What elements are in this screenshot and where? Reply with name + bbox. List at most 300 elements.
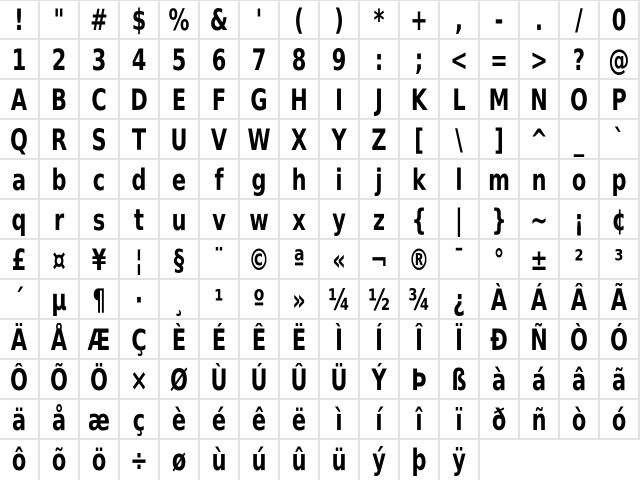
glyph: Ü	[330, 363, 348, 397]
glyph-cell[interactable]	[600, 240, 640, 280]
glyph-cell[interactable]	[360, 0, 400, 40]
glyph-cell[interactable]	[200, 160, 240, 200]
glyph-cell[interactable]	[400, 400, 440, 440]
glyph: Â	[570, 283, 588, 317]
glyph-cell[interactable]	[440, 280, 480, 320]
glyph-cell[interactable]	[560, 240, 600, 280]
glyph: l	[455, 163, 463, 197]
glyph: Ø	[170, 363, 188, 397]
glyph-cell[interactable]	[520, 320, 560, 360]
glyph: 6	[211, 43, 227, 77]
glyph: Á	[530, 283, 548, 317]
glyph: »	[292, 283, 306, 317]
glyph: Ð	[490, 323, 508, 357]
glyph-cell[interactable]	[360, 40, 400, 80]
glyph-cell[interactable]	[480, 160, 520, 200]
glyph-cell[interactable]	[520, 160, 560, 200]
glyph-cell[interactable]	[240, 360, 280, 400]
glyph-cell[interactable]	[480, 320, 520, 360]
glyph-cell[interactable]	[320, 320, 360, 360]
glyph: ¼	[328, 283, 350, 317]
glyph: ý	[372, 443, 386, 477]
glyph: k	[412, 163, 426, 197]
glyph-cell[interactable]	[80, 360, 120, 400]
glyph: ²	[574, 243, 584, 277]
glyph-cell[interactable]	[0, 280, 40, 320]
glyph-cell[interactable]	[480, 200, 520, 240]
glyph: *	[373, 3, 385, 37]
glyph-cell[interactable]	[520, 0, 560, 40]
glyph-cell[interactable]	[80, 440, 120, 480]
glyph-cell[interactable]	[360, 400, 400, 440]
glyph: Ó	[610, 323, 628, 357]
glyph-cell[interactable]	[520, 240, 560, 280]
glyph-cell[interactable]	[40, 200, 80, 240]
glyph: v	[212, 203, 226, 237]
glyph: j	[375, 163, 383, 197]
glyph: ¨	[213, 243, 225, 277]
glyph-cell[interactable]	[440, 120, 480, 160]
glyph: è	[171, 403, 187, 437]
glyph-cell[interactable]	[560, 400, 600, 440]
glyph: Ã	[610, 283, 628, 317]
glyph-cell[interactable]	[240, 80, 280, 120]
glyph: Ñ	[530, 323, 548, 357]
glyph-cell[interactable]	[40, 320, 80, 360]
glyph: K	[410, 83, 428, 117]
glyph: 7	[251, 43, 267, 77]
glyph: \	[455, 123, 463, 157]
glyph: $	[131, 3, 147, 37]
glyph: Ê	[251, 323, 267, 357]
glyph: Í	[375, 323, 383, 357]
glyph-cell[interactable]	[440, 40, 480, 80]
glyph-cell[interactable]	[520, 400, 560, 440]
glyph-cell[interactable]	[200, 280, 240, 320]
glyph: Ì	[335, 323, 343, 357]
glyph-cell[interactable]	[480, 240, 520, 280]
glyph-cell[interactable]	[360, 280, 400, 320]
glyph-cell[interactable]	[320, 400, 360, 440]
glyph: Ä	[10, 323, 28, 357]
glyph-cell[interactable]	[400, 40, 440, 80]
glyph: ³	[614, 243, 624, 277]
glyph: þ	[411, 443, 427, 477]
glyph: b	[51, 163, 67, 197]
glyph: ½	[368, 283, 390, 317]
glyph: w	[249, 203, 269, 237]
glyph: à	[491, 363, 507, 397]
glyph-cell[interactable]	[520, 360, 560, 400]
glyph-cell[interactable]	[440, 400, 480, 440]
glyph: p	[611, 163, 627, 197]
glyph-cell[interactable]	[440, 440, 480, 480]
glyph: z	[372, 203, 386, 237]
glyph-cell[interactable]	[40, 240, 80, 280]
glyph: '	[255, 3, 263, 37]
glyph-cell[interactable]	[400, 320, 440, 360]
glyph-cell[interactable]	[160, 40, 200, 80]
glyph-cell[interactable]	[320, 280, 360, 320]
glyph: õ	[51, 443, 67, 477]
glyph-cell[interactable]	[240, 440, 280, 480]
glyph-cell[interactable]	[520, 120, 560, 160]
glyph-cell[interactable]	[160, 160, 200, 200]
glyph-cell[interactable]	[240, 160, 280, 200]
glyph: 0	[611, 3, 627, 37]
glyph: )	[334, 3, 344, 37]
glyph-cell[interactable]	[320, 160, 360, 200]
glyph-cell[interactable]	[120, 360, 160, 400]
glyph-cell[interactable]	[200, 440, 240, 480]
glyph-cell[interactable]	[400, 440, 440, 480]
glyph-cell[interactable]	[600, 120, 640, 160]
glyph: Ý	[371, 363, 387, 397]
glyph-cell[interactable]	[200, 80, 240, 120]
glyph-cell[interactable]	[240, 400, 280, 440]
glyph: ç	[132, 403, 146, 437]
glyph: }	[491, 203, 507, 237]
glyph-cell[interactable]	[200, 360, 240, 400]
glyph-cell[interactable]	[360, 120, 400, 160]
glyph: [	[414, 123, 424, 157]
glyph: n	[531, 163, 547, 197]
glyph-cell[interactable]	[280, 160, 320, 200]
glyph: Å	[50, 323, 68, 357]
glyph: Ï	[455, 323, 463, 357]
glyph-cell[interactable]	[280, 360, 320, 400]
glyph-cell[interactable]	[280, 320, 320, 360]
glyph-cell[interactable]	[600, 80, 640, 120]
glyph-cell[interactable]	[200, 400, 240, 440]
glyph-cell[interactable]	[480, 80, 520, 120]
glyph-cell[interactable]	[600, 320, 640, 360]
glyph-cell[interactable]	[80, 0, 120, 40]
glyph: L	[452, 83, 466, 117]
glyph-cell[interactable]	[0, 40, 40, 80]
glyph-cell[interactable]	[40, 400, 80, 440]
glyph: d	[131, 163, 147, 197]
glyph: ¦	[135, 243, 143, 277]
glyph-cell[interactable]	[160, 200, 200, 240]
glyph-cell[interactable]	[280, 120, 320, 160]
glyph-cell[interactable]	[40, 80, 80, 120]
glyph-cell[interactable]	[440, 160, 480, 200]
glyph-cell[interactable]	[560, 160, 600, 200]
glyph-cell[interactable]	[600, 200, 640, 240]
glyph: 9	[331, 43, 347, 77]
glyph-cell[interactable]	[0, 240, 40, 280]
glyph-cell[interactable]	[0, 0, 40, 40]
glyph: ¿	[452, 283, 466, 317]
glyph-cell[interactable]	[400, 200, 440, 240]
glyph-cell[interactable]	[320, 440, 360, 480]
glyph-cell[interactable]	[360, 440, 400, 480]
glyph-cell[interactable]	[160, 400, 200, 440]
glyph-cell[interactable]	[80, 200, 120, 240]
glyph-cell[interactable]	[160, 80, 200, 120]
glyph-cell[interactable]	[160, 320, 200, 360]
glyph-cell[interactable]	[560, 40, 600, 80]
glyph: ê	[251, 403, 267, 437]
glyph: ë	[291, 403, 307, 437]
glyph-cell[interactable]	[520, 200, 560, 240]
glyph-cell[interactable]	[320, 40, 360, 80]
glyph: ¾	[408, 283, 430, 317]
glyph: 1	[11, 43, 27, 77]
glyph-cell[interactable]	[0, 320, 40, 360]
glyph-cell[interactable]	[40, 360, 80, 400]
glyph: N	[530, 83, 548, 117]
glyph-cell[interactable]	[600, 280, 640, 320]
glyph: ö	[91, 443, 107, 477]
glyph: A	[10, 83, 28, 117]
glyph-cell[interactable]	[600, 0, 640, 40]
glyph-cell[interactable]	[600, 160, 640, 200]
glyph-cell[interactable]	[240, 0, 280, 40]
glyph-cell[interactable]	[160, 360, 200, 400]
glyph-cell[interactable]	[80, 400, 120, 440]
glyph: <	[450, 43, 468, 77]
glyph-cell[interactable]	[400, 0, 440, 40]
glyph-cell[interactable]	[80, 80, 120, 120]
glyph-cell[interactable]	[320, 120, 360, 160]
glyph: ¬	[370, 243, 388, 277]
glyph-cell[interactable]	[280, 80, 320, 120]
glyph-cell[interactable]	[0, 440, 40, 480]
glyph-cell[interactable]	[240, 120, 280, 160]
glyph-cell[interactable]	[0, 160, 40, 200]
glyph-cell[interactable]	[120, 280, 160, 320]
glyph-cell[interactable]	[280, 0, 320, 40]
glyph-cell[interactable]	[360, 160, 400, 200]
glyph-cell[interactable]	[80, 280, 120, 320]
glyph: 3	[91, 43, 107, 77]
glyph-cell[interactable]	[80, 120, 120, 160]
glyph: ª	[293, 243, 305, 277]
glyph: ¢	[611, 203, 627, 237]
glyph-cell[interactable]	[200, 120, 240, 160]
glyph: h	[291, 163, 307, 197]
glyph-cell[interactable]	[400, 120, 440, 160]
glyph-cell[interactable]	[80, 160, 120, 200]
glyph-cell[interactable]	[320, 0, 360, 40]
glyph: W	[247, 123, 271, 157]
glyph-cell[interactable]	[480, 120, 520, 160]
glyph-cell[interactable]	[120, 240, 160, 280]
glyph: ï	[455, 403, 463, 437]
glyph: =	[490, 43, 508, 77]
glyph-cell[interactable]	[560, 320, 600, 360]
glyph: ú	[251, 443, 267, 477]
glyph: î	[415, 403, 423, 437]
glyph-cell[interactable]	[240, 320, 280, 360]
glyph-cell[interactable]	[360, 240, 400, 280]
glyph: "	[53, 3, 65, 37]
glyph-cell[interactable]	[40, 160, 80, 200]
glyph-cell[interactable]	[520, 40, 560, 80]
glyph: Z	[371, 123, 387, 157]
glyph-cell[interactable]	[120, 80, 160, 120]
glyph-cell[interactable]	[560, 200, 600, 240]
glyph-cell[interactable]	[80, 240, 120, 280]
glyph: 5	[171, 43, 187, 77]
glyph-cell[interactable]	[440, 200, 480, 240]
glyph-cell[interactable]	[0, 400, 40, 440]
glyph: å	[51, 403, 67, 437]
glyph-cell[interactable]	[0, 120, 40, 160]
glyph: i	[335, 163, 343, 197]
glyph: ü	[331, 443, 347, 477]
glyph-cell[interactable]	[480, 360, 520, 400]
glyph-cell[interactable]	[120, 160, 160, 200]
glyph-cell[interactable]	[600, 360, 640, 400]
glyph-cell[interactable]	[280, 280, 320, 320]
glyph: ø	[171, 443, 187, 477]
glyph-cell[interactable]	[280, 240, 320, 280]
glyph-cell[interactable]	[600, 40, 640, 80]
glyph: À	[490, 283, 508, 317]
glyph-cell[interactable]	[360, 200, 400, 240]
glyph-cell[interactable]	[360, 80, 400, 120]
glyph-cell[interactable]	[200, 200, 240, 240]
glyph-cell[interactable]	[560, 0, 600, 40]
glyph-cell[interactable]	[240, 40, 280, 80]
glyph-cell[interactable]	[240, 280, 280, 320]
glyph-cell[interactable]	[440, 80, 480, 120]
glyph: q	[11, 203, 27, 237]
glyph-cell[interactable]	[440, 320, 480, 360]
glyph-cell[interactable]	[80, 40, 120, 80]
glyph: Ò	[570, 323, 588, 357]
glyph: ;	[414, 43, 424, 77]
glyph: í	[375, 403, 383, 437]
glyph-cell[interactable]	[320, 360, 360, 400]
glyph-cell[interactable]	[120, 0, 160, 40]
glyph-cell[interactable]	[120, 320, 160, 360]
glyph: -	[494, 3, 504, 37]
glyph: ¤	[52, 243, 66, 277]
glyph-cell[interactable]	[80, 320, 120, 360]
glyph-cell[interactable]	[0, 200, 40, 240]
glyph-cell[interactable]	[600, 400, 640, 440]
glyph: ñ	[531, 403, 547, 437]
glyph-cell[interactable]	[0, 80, 40, 120]
glyph-cell[interactable]	[40, 120, 80, 160]
glyph-cell[interactable]	[400, 240, 440, 280]
glyph: û	[291, 443, 307, 477]
glyph-cell[interactable]	[160, 0, 200, 40]
glyph-cell[interactable]	[280, 40, 320, 80]
glyph: X	[290, 123, 308, 157]
glyph-cell[interactable]	[160, 120, 200, 160]
glyph-cell[interactable]	[200, 240, 240, 280]
glyph: I	[335, 83, 343, 117]
glyph-cell[interactable]	[280, 440, 320, 480]
empty-cell	[560, 440, 600, 480]
glyph-cell[interactable]	[440, 360, 480, 400]
glyph-cell[interactable]	[400, 360, 440, 400]
glyph-cell[interactable]	[160, 280, 200, 320]
glyph-cell[interactable]	[160, 240, 200, 280]
glyph: Ë	[291, 323, 307, 357]
glyph: Õ	[50, 363, 68, 397]
glyph-cell[interactable]	[440, 240, 480, 280]
glyph: Ú	[250, 363, 268, 397]
glyph-cell[interactable]	[560, 120, 600, 160]
glyph-cell[interactable]	[200, 0, 240, 40]
glyph: g	[251, 163, 267, 197]
glyph-cell[interactable]	[120, 440, 160, 480]
glyph-cell[interactable]	[520, 280, 560, 320]
glyph: c	[92, 163, 106, 197]
glyph: C	[91, 83, 107, 117]
glyph-cell[interactable]	[560, 280, 600, 320]
glyph-cell[interactable]	[560, 80, 600, 120]
glyph-cell[interactable]	[160, 440, 200, 480]
glyph: ò	[571, 403, 587, 437]
glyph-cell[interactable]	[480, 40, 520, 80]
glyph-cell[interactable]	[120, 40, 160, 80]
glyph: æ	[88, 403, 110, 437]
glyph: O	[570, 83, 588, 117]
glyph-cell[interactable]	[240, 240, 280, 280]
glyph: ¹	[214, 283, 224, 317]
glyph-cell[interactable]	[120, 120, 160, 160]
glyph-cell[interactable]	[240, 200, 280, 240]
glyph-cell[interactable]	[280, 400, 320, 440]
glyph-cell[interactable]	[440, 0, 480, 40]
glyph-cell[interactable]	[360, 360, 400, 400]
glyph: É	[211, 323, 227, 357]
glyph: P	[611, 83, 627, 117]
glyph: V	[210, 123, 228, 157]
glyph-cell[interactable]	[40, 40, 80, 80]
glyph-cell[interactable]	[320, 80, 360, 120]
glyph-cell[interactable]	[200, 40, 240, 80]
glyph-cell[interactable]	[480, 280, 520, 320]
glyph-cell[interactable]	[400, 280, 440, 320]
glyph: a	[11, 163, 27, 197]
glyph-cell[interactable]	[200, 320, 240, 360]
glyph-cell[interactable]	[480, 0, 520, 40]
glyph-cell[interactable]	[400, 80, 440, 120]
glyph: .	[535, 3, 543, 37]
glyph-cell[interactable]	[120, 200, 160, 240]
glyph: H	[290, 83, 308, 117]
glyph-cell[interactable]	[520, 80, 560, 120]
glyph: é	[211, 403, 227, 437]
glyph: S	[91, 123, 107, 157]
glyph-cell[interactable]	[360, 320, 400, 360]
glyph-cell[interactable]	[0, 360, 40, 400]
glyph-cell[interactable]	[400, 160, 440, 200]
glyph: R	[50, 123, 68, 157]
glyph-cell[interactable]	[560, 360, 600, 400]
glyph: Ç	[131, 323, 147, 357]
glyph-cell[interactable]	[40, 280, 80, 320]
glyph-cell[interactable]	[40, 0, 80, 40]
glyph-cell[interactable]	[320, 200, 360, 240]
glyph-cell[interactable]	[280, 200, 320, 240]
glyph-cell[interactable]	[120, 400, 160, 440]
glyph-cell[interactable]	[40, 440, 80, 480]
glyph: Þ	[411, 363, 427, 397]
glyph: È	[171, 323, 187, 357]
glyph: o	[571, 163, 587, 197]
glyph-cell[interactable]	[320, 240, 360, 280]
glyph-cell[interactable]	[480, 400, 520, 440]
